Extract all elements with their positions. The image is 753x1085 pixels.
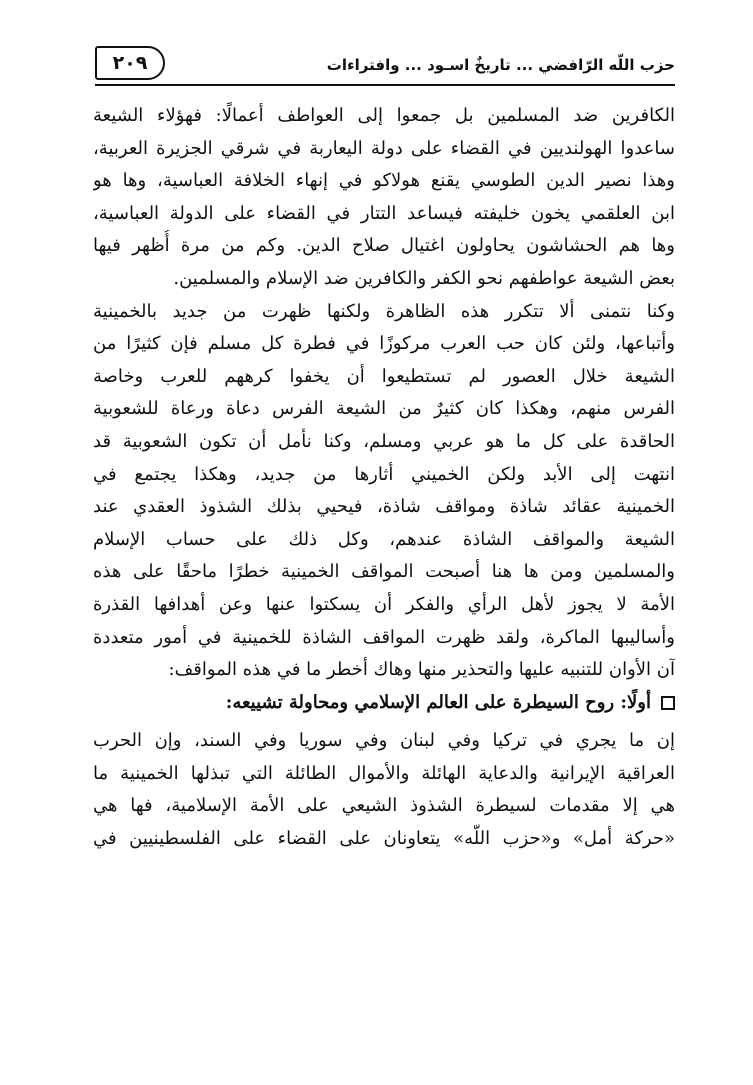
paragraph-2 — [93, 296, 675, 687]
text-line: العراقية الإيرانية والدعاية الهائلة والأموال الطائلة التي تبذلها الخمينية ما — [93, 762, 675, 784]
page-number: ٢٠٩ — [95, 46, 165, 80]
page-header — [95, 44, 675, 86]
text-line: وكنا نتمنى ألا تتكرر هذه الظاهرة ولكنها ظهرت من جديد بالخمينية — [93, 300, 675, 322]
text-line: هي إلا مقدمات لسيطرة الشذوذ الشيعي على الأمة الإسلامية، فها هي — [93, 795, 675, 817]
text-line: إن ما يجري في تركيا وفي لبنان وفي سوريا وفي السند، وإن الحرب — [93, 730, 675, 752]
text-line: والمسلمين ومن ها هنا أصبحت المواقف الخمينية خطرًا ماحقًا على هذه — [93, 561, 675, 583]
text-line: «حركة أمل» و«حزب اللّه» يتعاونان على القضاء على الفلسطينيين في — [93, 828, 675, 850]
text-line: الفرس منهم، وهكذا كان كثيرٌ من الشيعة الفرس دعاة ورعاة للشعوبية — [93, 398, 675, 420]
body-text — [93, 100, 675, 856]
text-line: الأمة لا يجوز لأهل الرأي والفكر أن يسكتوا عنها وعن أهدافها القذرة — [93, 593, 675, 615]
text-line: الشيعة خلال العصور لم تستطيعوا أن يخفوا كرههم للعرب وخاصة — [93, 365, 675, 387]
section-1-paragraph — [93, 725, 675, 855]
text-line: الحاقدة على كل ما هو عربي ومسلم، وكنا نأمل أن تكون الشعوبية قد — [93, 430, 675, 452]
paragraph-1 — [93, 100, 675, 296]
running-title: حزب اللّه الرّافضي ... تاريخٌ اسـود ... وافتراءات — [326, 56, 675, 74]
text-line: الخمينية عقائد شاذة ومواقف شاذة، فيحيي بذلك الشذوذ العقدي عند — [93, 496, 675, 518]
text-line: آن الأوان للتنبيه عليها والتحذير منها وهاك أخطر ما في هذه المواقف: — [168, 659, 675, 681]
text-line: بعض الشيعة عواطفهم نحو الكفر والكافرين ضد الإسلام والمسلمين. — [173, 267, 675, 289]
text-line: وها هم الحشاشون يحاولون اغتيال صلاح الدين. وكم من مرة أُظهر فيها — [93, 235, 675, 257]
text-line: الشيعة والمواقف الشاذة عندهم، وكل ذلك على حساب الإسلام — [93, 528, 675, 550]
text-line: ابن العلقمي يخون خليفته فيساعد التتار في القضاء على الدولة العباسية، — [93, 202, 675, 224]
text-line: انتهت إلى الأبد ولكن الخميني أثارها من جديد، وهكذا يجتمع في — [93, 463, 675, 485]
text-line: وهذا نصير الدين الطوسي يقنع هولاكو في إنهاء الخلافة العباسية، وها هو — [93, 170, 675, 192]
text-line: الكافرين ضد المسلمين بل جمعوا إلى العواطف أعمالًا: فهؤلاء الشيعة — [93, 105, 675, 126]
text-line: وأتباعها، ولئن كان حب العرب مركوزًا في فطرة كل مسلم فإن كثيرًا من — [93, 333, 675, 355]
square-bullet-icon — [661, 696, 675, 710]
text-line: ساعدوا الهولنديين في القضاء على دولة اليعاربة في شرقي الجزيرة العربية، — [93, 137, 675, 159]
text-line: وأساليبها الماكرة، ولقد ظهرت المواقف الشاذة للخمينية في أمور متعددة — [93, 626, 675, 648]
section-heading — [93, 687, 675, 720]
section-heading-text: أولًا: روح السيطرة على العالم الإسلامي ومحاولة تشييعه: — [225, 691, 651, 713]
